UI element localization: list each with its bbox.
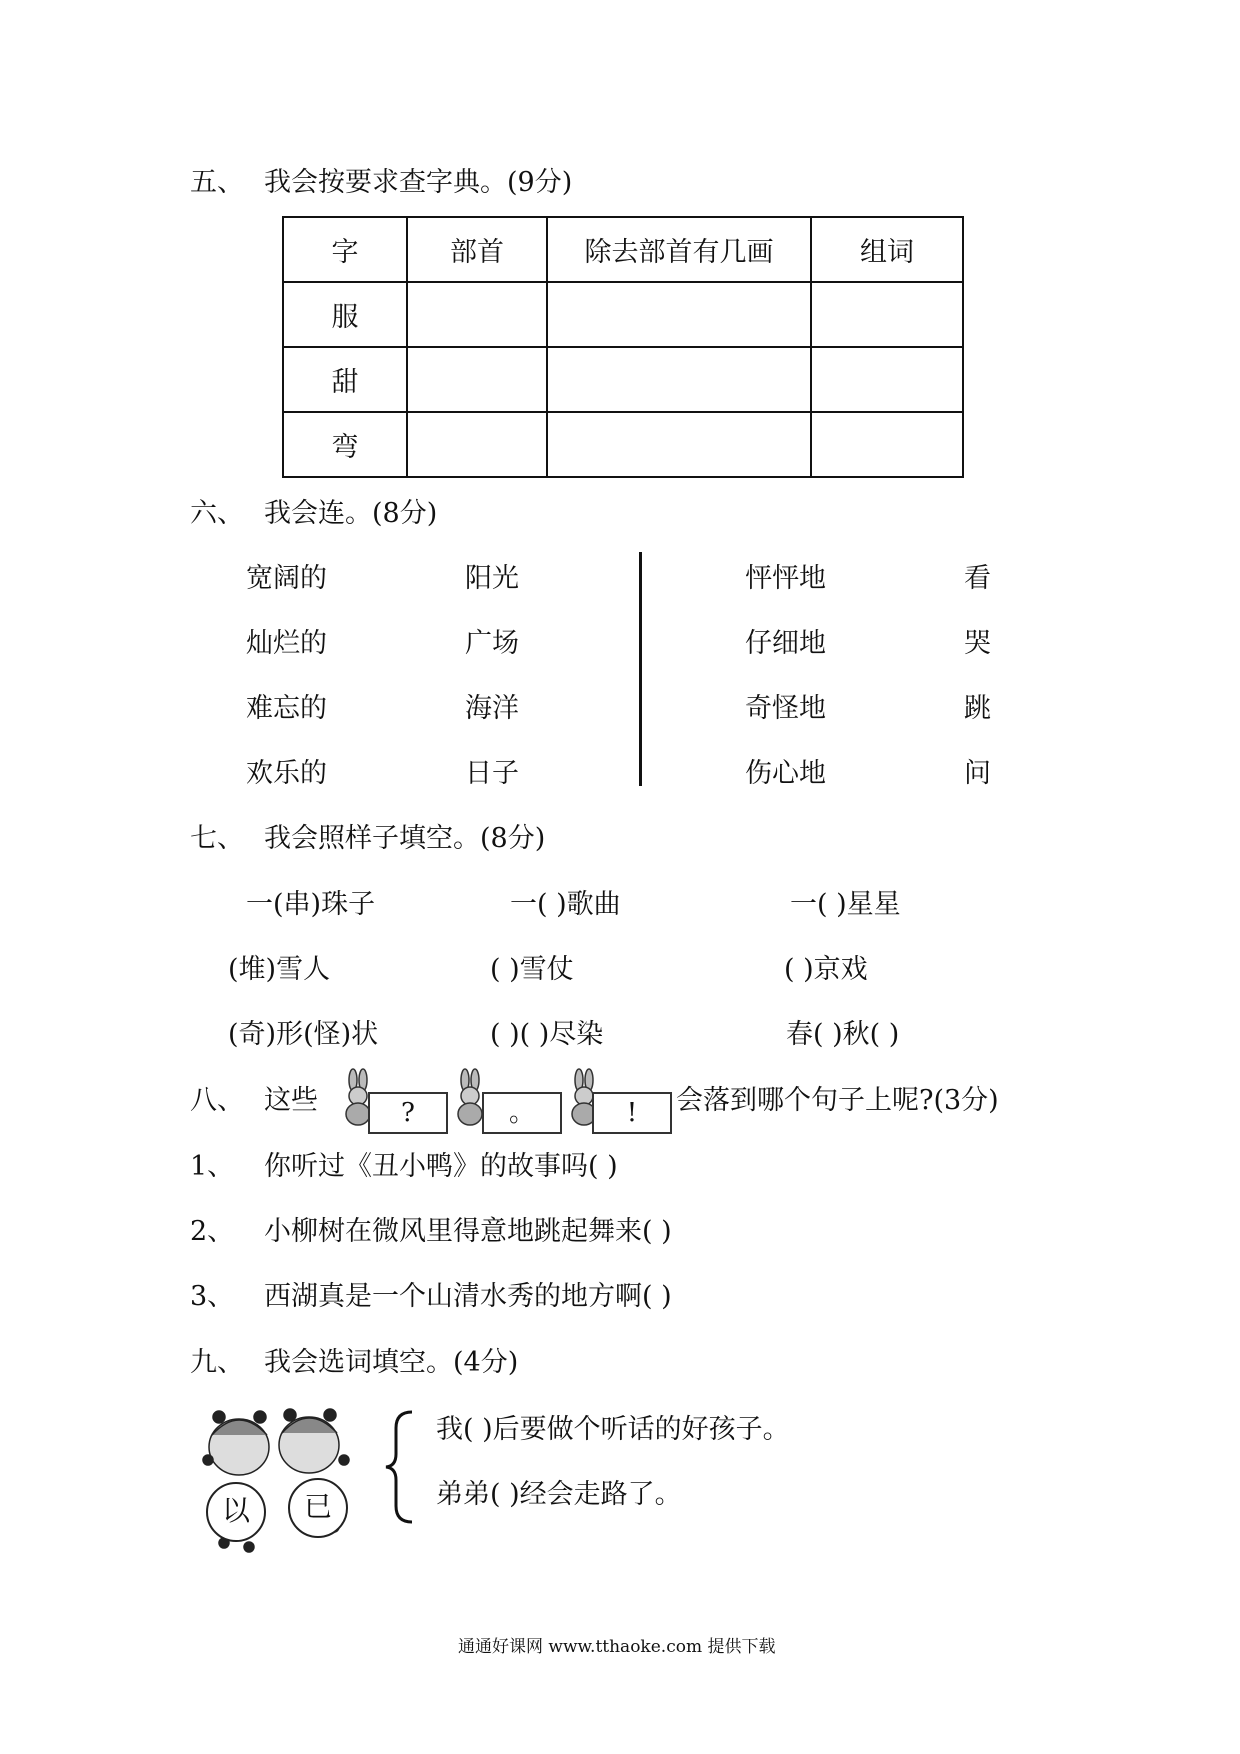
answer-cell[interactable] (811, 347, 963, 412)
example-phrase: (奇)形(怪)状 (228, 1019, 379, 1050)
item-number: 2、 (190, 1216, 235, 1247)
section-8-number: 八、 (190, 1085, 244, 1116)
dictionary-table (282, 216, 964, 478)
match-word[interactable]: 灿烂的 (246, 628, 327, 659)
answer-cell[interactable] (811, 412, 963, 477)
example-phrase: (堆)雪人 (228, 954, 331, 985)
match-word[interactable]: 问 (964, 758, 991, 789)
section-6-number: 六、 (190, 498, 244, 529)
fill-blank[interactable]: ( )( )尽染 (490, 1019, 604, 1050)
table-header-row (283, 217, 963, 282)
question-mark-sign[interactable]: ? (368, 1092, 448, 1134)
answer-cell[interactable] (407, 282, 547, 347)
match-word[interactable]: 宽阔的 (246, 563, 327, 594)
choice-char-circle[interactable]: 以 (206, 1482, 266, 1542)
match-word[interactable]: 海洋 (465, 693, 519, 724)
char-cell: 弯 (283, 412, 407, 477)
choice-char-circle[interactable]: 已 (288, 1478, 348, 1538)
item-sentence[interactable]: 西湖真是一个山清水秀的地方啊( ) (264, 1281, 672, 1312)
header-cell: 字 (283, 217, 407, 282)
match-word[interactable]: 哭 (964, 628, 991, 659)
exclamation-sign[interactable]: ! (592, 1092, 672, 1134)
answer-cell[interactable] (407, 412, 547, 477)
char-cell: 服 (283, 282, 407, 347)
match-word[interactable]: 奇怪地 (745, 693, 826, 724)
fill-blank[interactable]: 一( )歌曲 (510, 889, 621, 920)
item-number: 3、 (190, 1281, 235, 1312)
section-9-number: 九、 (190, 1347, 244, 1378)
match-word[interactable]: 日子 (465, 758, 519, 789)
match-word[interactable]: 伤心地 (745, 758, 826, 789)
example-phrase: 一(串)珠子 (246, 889, 376, 920)
section-9-title: 我会选词填空。(4分) (264, 1347, 519, 1378)
item-sentence[interactable]: 你听过《丑小鸭》的故事吗( ) (264, 1151, 618, 1182)
fill-blank[interactable]: ( )雪仗 (490, 954, 574, 985)
match-word[interactable]: 仔细地 (745, 628, 826, 659)
match-word[interactable]: 欢乐的 (246, 758, 327, 789)
header-cell: 除去部首有几画 (547, 217, 811, 282)
match-word[interactable]: 难忘的 (246, 693, 327, 724)
header-cell: 部首 (407, 217, 547, 282)
fill-sentence[interactable]: 弟弟( )经会走路了。 (436, 1479, 682, 1510)
header-cell: 组词 (811, 217, 963, 282)
section-7-title: 我会照样子填空。(8分) (264, 823, 546, 854)
item-number: 1、 (190, 1151, 235, 1182)
answer-cell[interactable] (547, 282, 811, 347)
section-8-post: 会落到哪个句子上呢?(3分) (676, 1085, 999, 1116)
curly-brace-icon (382, 1408, 416, 1526)
answer-cell[interactable] (811, 282, 963, 347)
fill-blank[interactable]: 春( )秋( ) (786, 1019, 900, 1050)
section-5-title: 我会按要求查字典。(9分) (264, 167, 573, 198)
fill-blank[interactable]: 一( )星星 (790, 889, 901, 920)
section-6-title: 我会连。(8分) (264, 498, 438, 529)
match-word[interactable]: 阳光 (465, 563, 519, 594)
answer-cell[interactable] (407, 347, 547, 412)
fill-blank[interactable]: ( )京戏 (784, 954, 868, 985)
section-5-number: 五、 (190, 167, 244, 198)
column-divider (639, 552, 642, 786)
section-8-pre: 这些 (264, 1085, 318, 1116)
section-7-number: 七、 (190, 823, 244, 854)
answer-cell[interactable] (547, 347, 811, 412)
table-row (283, 412, 963, 477)
answer-cell[interactable] (547, 412, 811, 477)
footer-credit: 通通好课网 www.tthaoke.com 提供下载 (458, 1637, 776, 1657)
match-word[interactable]: 广场 (465, 628, 519, 659)
fill-sentence[interactable]: 我( )后要做个听话的好孩子。 (436, 1414, 790, 1445)
table-row (283, 282, 963, 347)
period-sign[interactable]: 。 (482, 1092, 562, 1134)
char-cell: 甜 (283, 347, 407, 412)
item-sentence[interactable]: 小柳树在微风里得意地跳起舞来( ) (264, 1216, 672, 1247)
table-row (283, 347, 963, 412)
match-word[interactable]: 跳 (964, 693, 991, 724)
match-word[interactable]: 怦怦地 (745, 563, 826, 594)
match-word[interactable]: 看 (964, 563, 991, 594)
